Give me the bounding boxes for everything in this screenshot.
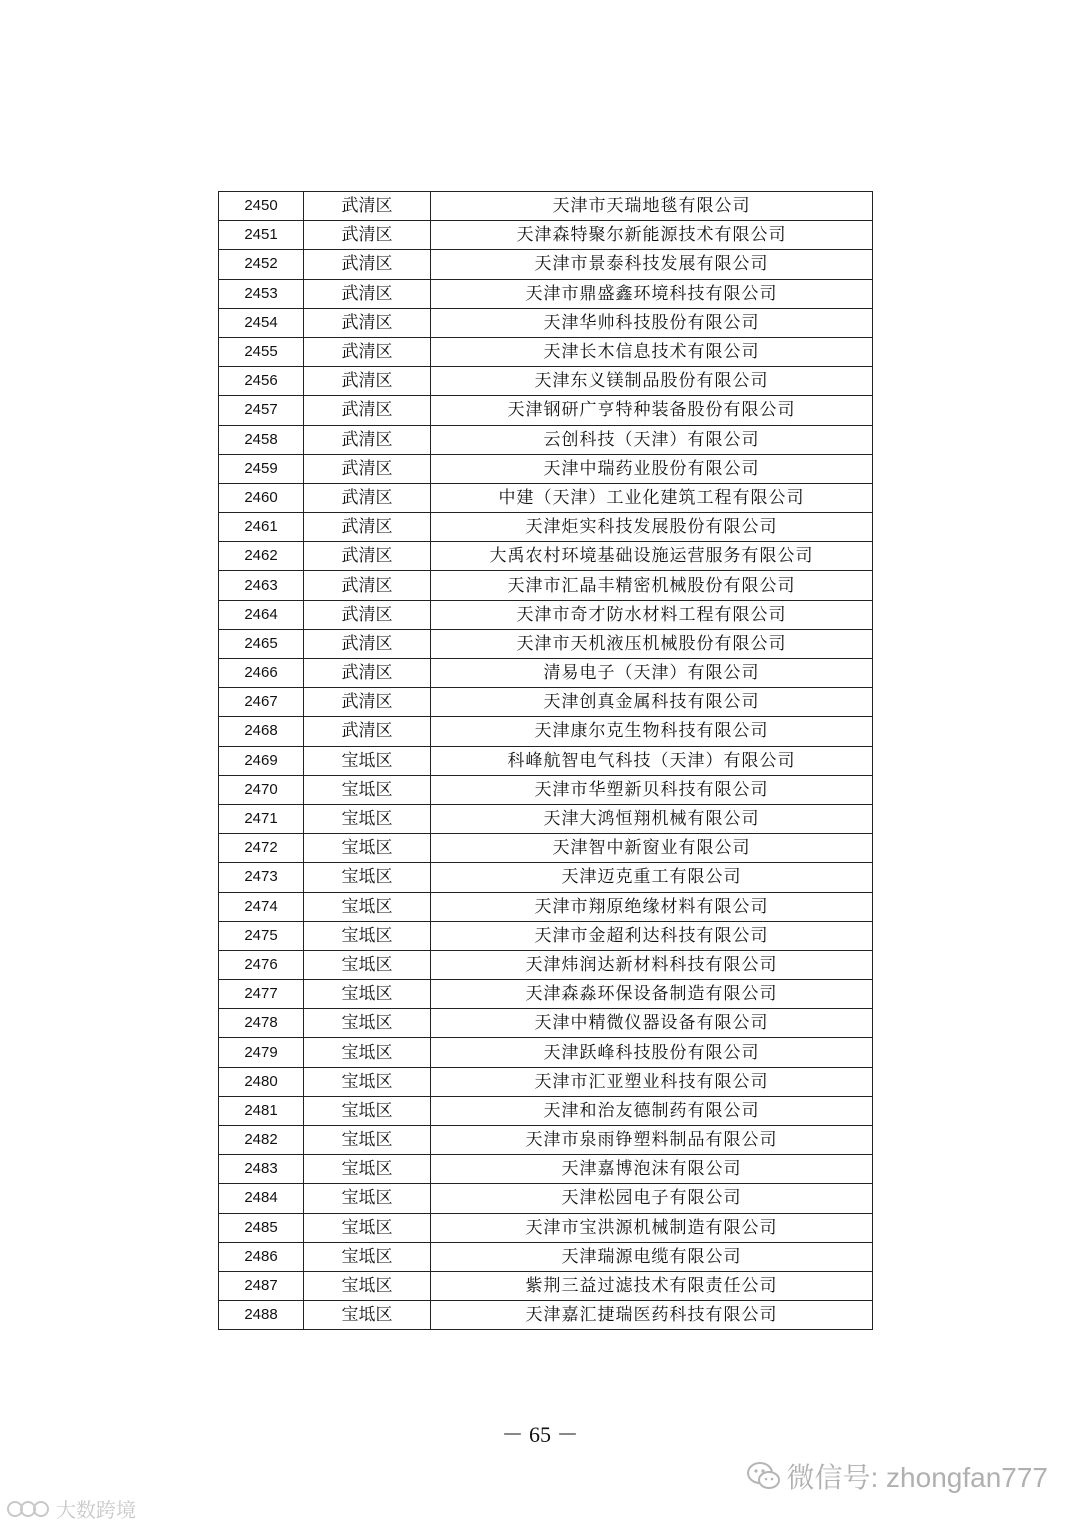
row-company-name: 科峰航智电气科技（天津）有限公司 [431, 746, 873, 775]
row-number: 2457 [219, 396, 304, 425]
row-district: 宝坻区 [304, 1301, 431, 1330]
row-district: 宝坻区 [304, 1184, 431, 1213]
row-district: 武清区 [304, 688, 431, 717]
row-company-name: 天津市景泰科技发展有限公司 [431, 250, 873, 279]
brand-logo-icon [6, 1498, 50, 1520]
table-row [219, 1067, 873, 1096]
table-row [219, 1301, 873, 1330]
page-number: － 65 － [501, 1422, 579, 1447]
table-row [219, 396, 873, 425]
row-company-name: 天津中瑞药业股份有限公司 [431, 454, 873, 483]
row-district: 宝坻区 [304, 1009, 431, 1038]
row-company-name: 天津华帅科技股份有限公司 [431, 308, 873, 337]
row-company-name: 天津市天机液压机械股份有限公司 [431, 629, 873, 658]
row-company-name: 天津瑞源电缆有限公司 [431, 1242, 873, 1271]
row-district: 武清区 [304, 571, 431, 600]
row-company-name: 中建（天津）工业化建筑工程有限公司 [431, 483, 873, 512]
row-district: 武清区 [304, 250, 431, 279]
row-district: 宝坻区 [304, 1271, 431, 1300]
row-company-name: 天津长木信息技术有限公司 [431, 337, 873, 366]
row-company-name: 天津嘉汇捷瑞医药科技有限公司 [431, 1301, 873, 1330]
table-row [219, 1242, 873, 1271]
row-company-name: 天津创真金属科技有限公司 [431, 688, 873, 717]
table-row [219, 367, 873, 396]
row-district: 武清区 [304, 367, 431, 396]
row-number: 2486 [219, 1242, 304, 1271]
row-number: 2461 [219, 513, 304, 542]
row-company-name: 天津智中新窗业有限公司 [431, 834, 873, 863]
row-company-name: 天津嘉博泡沫有限公司 [431, 1155, 873, 1184]
row-company-name: 云创科技（天津）有限公司 [431, 425, 873, 454]
table-row [219, 1009, 873, 1038]
table-row [219, 483, 873, 512]
corner-watermark-text: 大数跨境 [56, 1498, 136, 1522]
row-district: 武清区 [304, 396, 431, 425]
table-row [219, 279, 873, 308]
row-company-name: 天津市宝洪源机械制造有限公司 [431, 1213, 873, 1242]
table-row [219, 308, 873, 337]
row-company-name: 天津市汇亚塑业科技有限公司 [431, 1067, 873, 1096]
wechat-icon [747, 1461, 781, 1491]
table-row [219, 980, 873, 1009]
row-number: 2478 [219, 1009, 304, 1038]
row-district: 宝坻区 [304, 775, 431, 804]
table-row [219, 221, 873, 250]
row-number: 2464 [219, 600, 304, 629]
row-district: 武清区 [304, 513, 431, 542]
row-district: 武清区 [304, 192, 431, 221]
row-number: 2465 [219, 629, 304, 658]
row-company-name: 紫荆三益过滤技术有限责任公司 [431, 1271, 873, 1300]
table-row [219, 1126, 873, 1155]
row-district: 宝坻区 [304, 1155, 431, 1184]
row-company-name: 天津大鸿恒翔机械有限公司 [431, 804, 873, 833]
table-row [219, 892, 873, 921]
table-row [219, 863, 873, 892]
row-district: 武清区 [304, 221, 431, 250]
row-company-name: 天津松园电子有限公司 [431, 1184, 873, 1213]
wechat-watermark [747, 1456, 1049, 1496]
table-row [219, 1184, 873, 1213]
row-company-name: 天津森淼环保设备制造有限公司 [431, 980, 873, 1009]
row-district: 武清区 [304, 279, 431, 308]
row-number: 2488 [219, 1301, 304, 1330]
row-district: 宝坻区 [304, 1096, 431, 1125]
row-district: 宝坻区 [304, 1242, 431, 1271]
table-row [219, 571, 873, 600]
table-row [219, 775, 873, 804]
row-company-name: 天津森特聚尔新能源技术有限公司 [431, 221, 873, 250]
row-company-name: 天津市华塑新贝科技有限公司 [431, 775, 873, 804]
row-number: 2469 [219, 746, 304, 775]
row-district: 武清区 [304, 454, 431, 483]
table-row [219, 600, 873, 629]
table-row [219, 250, 873, 279]
row-number: 2470 [219, 775, 304, 804]
row-number: 2455 [219, 337, 304, 366]
table-row [219, 804, 873, 833]
row-number: 2479 [219, 1038, 304, 1067]
row-district: 武清区 [304, 629, 431, 658]
table-row [219, 1155, 873, 1184]
row-company-name: 天津中精微仪器设备有限公司 [431, 1009, 873, 1038]
row-company-name: 大禹农村环境基础设施运营服务有限公司 [431, 542, 873, 571]
row-number: 2456 [219, 367, 304, 396]
row-company-name: 天津市天瑞地毯有限公司 [431, 192, 873, 221]
row-number: 2460 [219, 483, 304, 512]
table-row [219, 629, 873, 658]
row-district: 武清区 [304, 308, 431, 337]
row-company-name: 天津市汇晶丰精密机械股份有限公司 [431, 571, 873, 600]
row-district: 宝坻区 [304, 892, 431, 921]
row-number: 2458 [219, 425, 304, 454]
row-number: 2475 [219, 921, 304, 950]
row-number: 2484 [219, 1184, 304, 1213]
table-row [219, 337, 873, 366]
row-district: 宝坻区 [304, 921, 431, 950]
row-company-name: 天津跃峰科技股份有限公司 [431, 1038, 873, 1067]
row-district: 宝坻区 [304, 950, 431, 979]
row-number: 2472 [219, 834, 304, 863]
row-number: 2467 [219, 688, 304, 717]
row-district: 武清区 [304, 542, 431, 571]
table-row [219, 950, 873, 979]
row-company-name: 清易电子（天津）有限公司 [431, 659, 873, 688]
row-district: 武清区 [304, 659, 431, 688]
row-number: 2454 [219, 308, 304, 337]
row-number: 2483 [219, 1155, 304, 1184]
table-row [219, 1213, 873, 1242]
wechat-watermark-text: 微信号: zhongfan777 [786, 1462, 1048, 1493]
row-district: 宝坻区 [304, 1067, 431, 1096]
row-district: 宝坻区 [304, 804, 431, 833]
row-number: 2474 [219, 892, 304, 921]
corner-watermark [6, 1494, 136, 1523]
row-district: 武清区 [304, 600, 431, 629]
row-number: 2466 [219, 659, 304, 688]
row-number: 2453 [219, 279, 304, 308]
row-district: 宝坻区 [304, 980, 431, 1009]
table-row [219, 688, 873, 717]
row-number: 2459 [219, 454, 304, 483]
row-company-name: 天津市奇才防水材料工程有限公司 [431, 600, 873, 629]
row-company-name: 天津东义镁制品股份有限公司 [431, 367, 873, 396]
row-company-name: 天津钢研广亨特种装备股份有限公司 [431, 396, 873, 425]
table-row [219, 1038, 873, 1067]
row-district: 宝坻区 [304, 1038, 431, 1067]
table-row [219, 746, 873, 775]
row-number: 2481 [219, 1096, 304, 1125]
row-number: 2450 [219, 192, 304, 221]
row-company-name: 天津康尔克生物科技有限公司 [431, 717, 873, 746]
table-row [219, 542, 873, 571]
row-company-name: 天津炜润达新材料科技有限公司 [431, 950, 873, 979]
row-number: 2473 [219, 863, 304, 892]
row-number: 2487 [219, 1271, 304, 1300]
row-district: 武清区 [304, 717, 431, 746]
row-district: 武清区 [304, 425, 431, 454]
row-district: 武清区 [304, 483, 431, 512]
row-district: 宝坻区 [304, 834, 431, 863]
row-company-name: 天津炬实科技发展股份有限公司 [431, 513, 873, 542]
table-row [219, 659, 873, 688]
row-number: 2462 [219, 542, 304, 571]
row-number: 2482 [219, 1126, 304, 1155]
row-company-name: 天津和治友德制药有限公司 [431, 1096, 873, 1125]
row-company-name: 天津市泉雨铮塑料制品有限公司 [431, 1126, 873, 1155]
row-district: 宝坻区 [304, 1126, 431, 1155]
company-list-table [218, 191, 873, 1330]
row-number: 2471 [219, 804, 304, 833]
table-row [219, 192, 873, 221]
table-row [219, 513, 873, 542]
table-row [219, 1096, 873, 1125]
row-number: 2452 [219, 250, 304, 279]
table-body [219, 192, 873, 1330]
table-row [219, 834, 873, 863]
row-number: 2476 [219, 950, 304, 979]
row-district: 宝坻区 [304, 1213, 431, 1242]
row-company-name: 天津市翔原绝缘材料有限公司 [431, 892, 873, 921]
row-company-name: 天津市鼎盛鑫环境科技有限公司 [431, 279, 873, 308]
row-number: 2477 [219, 980, 304, 1009]
table-row [219, 425, 873, 454]
row-number: 2485 [219, 1213, 304, 1242]
row-number: 2468 [219, 717, 304, 746]
row-district: 宝坻区 [304, 746, 431, 775]
row-company-name: 天津迈克重工有限公司 [431, 863, 873, 892]
row-district: 武清区 [304, 337, 431, 366]
row-number: 2480 [219, 1067, 304, 1096]
row-district: 宝坻区 [304, 863, 431, 892]
table-row [219, 1271, 873, 1300]
row-company-name: 天津市金超利达科技有限公司 [431, 921, 873, 950]
row-number: 2451 [219, 221, 304, 250]
table-row [219, 717, 873, 746]
table-row [219, 454, 873, 483]
table-row [219, 921, 873, 950]
row-number: 2463 [219, 571, 304, 600]
